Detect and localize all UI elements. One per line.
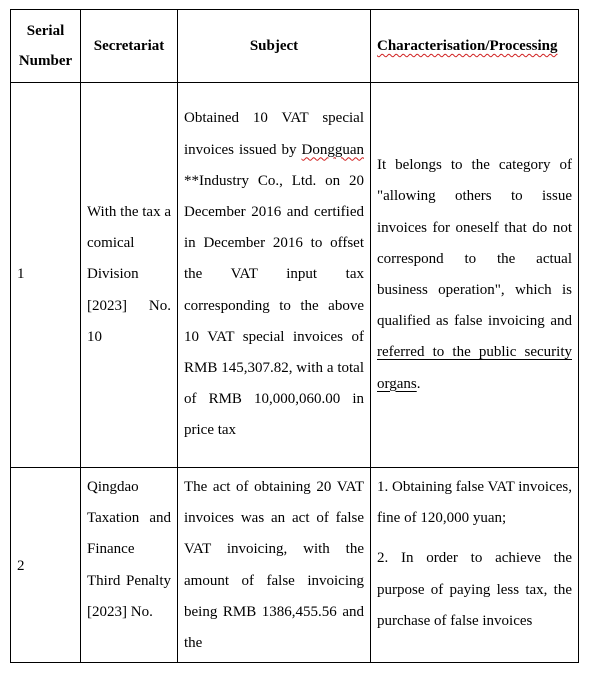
row1-subject bbox=[178, 83, 371, 468]
row1-processing-referral: referred to the public security organs bbox=[377, 344, 572, 392]
header-secretariat: Secretariat bbox=[81, 10, 178, 83]
row2-processing-item-1: 1. Obtaining false VAT invoices, fine of 120,000 yuan; bbox=[377, 479, 572, 527]
row2-subject-text: The act of obtaining 20 VAT invoices was an act of false VAT invoicing, with the amount of false invoicing being RMB 1386,455.56 and the bbox=[184, 479, 364, 652]
row1-processing-text-a: It belongs to the category of "allowing others to issue invoices for oneself that do not correspond to the actual business operation", which is qualified as false invoicing and bbox=[377, 157, 572, 330]
row2-serial: 2 bbox=[11, 468, 81, 663]
row1-subject-text-a: Obtained 10 VAT special invoices issued by bbox=[184, 110, 364, 158]
penalty-table bbox=[10, 9, 579, 663]
row1-processing-text-b: . bbox=[416, 375, 421, 392]
row2-processing-item-2: 2. In order to achieve the purpose of paying less tax, the purchase of false invoices bbox=[377, 550, 572, 629]
table-row bbox=[11, 468, 579, 663]
header-processing bbox=[371, 10, 579, 83]
row1-subject-company: Dongguan bbox=[301, 141, 364, 158]
row2-subject bbox=[178, 468, 371, 663]
row1-serial: 1 bbox=[11, 83, 81, 468]
row2-secretariat bbox=[81, 468, 178, 663]
row2-secretariat-text: Qingdao Taxation and Finance Third Penalty [2023] No. bbox=[87, 479, 171, 620]
header-row bbox=[11, 10, 579, 83]
row2-processing bbox=[371, 468, 579, 663]
table-row bbox=[11, 83, 579, 468]
row2-processing-content bbox=[377, 472, 572, 662]
header-processing-text: Characterisation/Processing bbox=[377, 38, 558, 54]
row1-subject-text-b: **Industry Co., Ltd. on 20 December 2016 and certified in December 2016 to offset the VAT input tax corresponding to the above 10 VAT special invoices of RMB 145,307.82, with a total of RMB 10,000,060.00 in price tax bbox=[184, 172, 364, 439]
header-serial-number: Serial Number bbox=[11, 10, 81, 83]
row1-secretariat: With the tax a comical Division [2023] No. 10 bbox=[81, 83, 178, 468]
header-subject: Subject bbox=[178, 10, 371, 83]
row1-processing bbox=[371, 83, 579, 468]
